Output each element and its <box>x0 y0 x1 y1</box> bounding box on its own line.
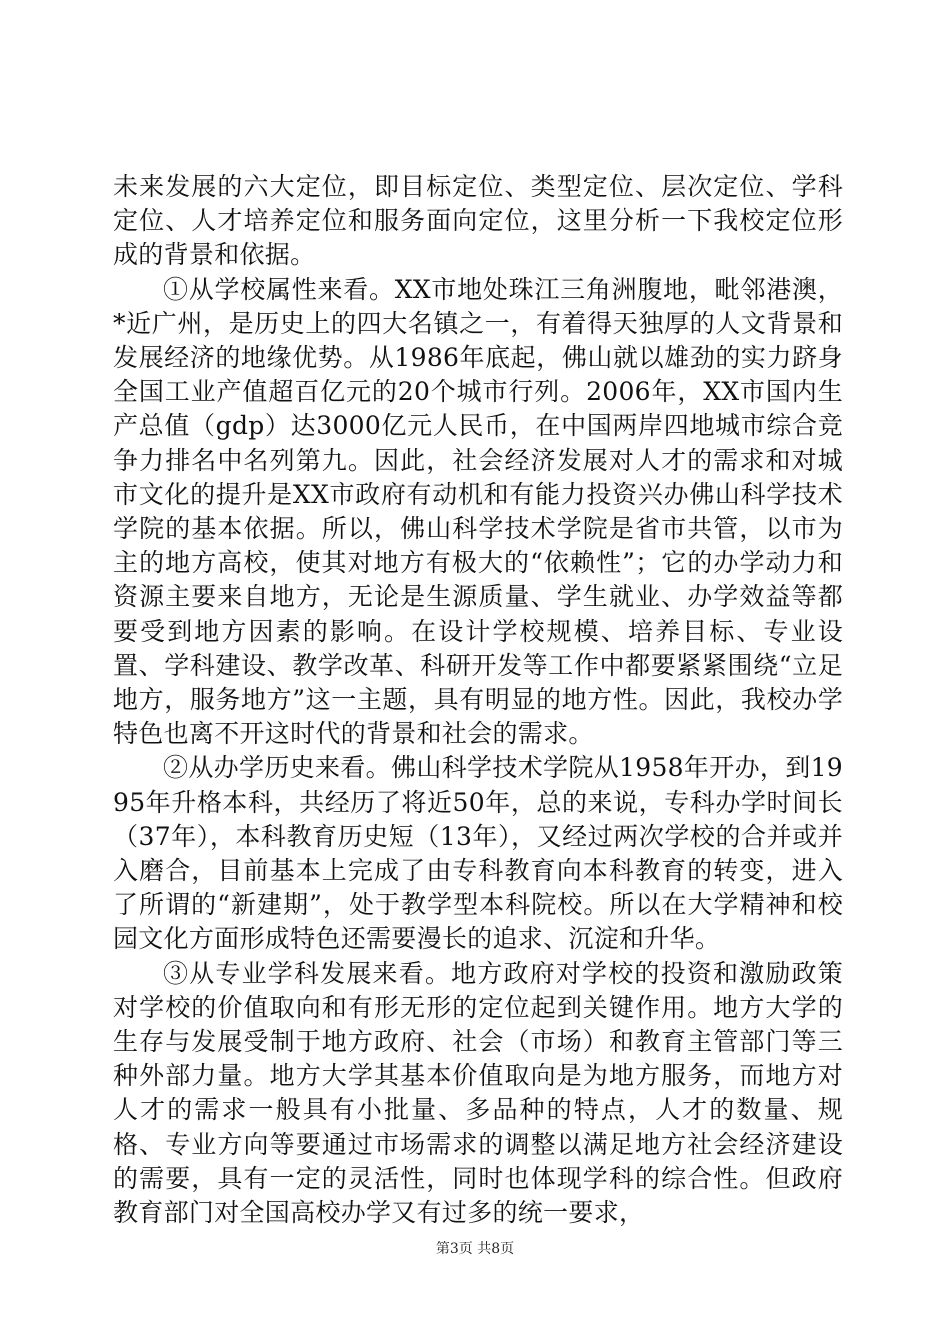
paragraph-school-history: ②从办学历史来看。佛山科学技术学院从1958年开办，到1995年升格本科，共经历了将近50年，总的来说，专科办学时间长（37年），本科教育历史短（13年），又经过两次学校的合并或并入磨合，目前基本上完成了由专科教育向本科教育的转变，进入了所谓的“新建期”，处于教学型本科院校。所以在大学精神和校园文化方面形成特色还需要漫长的追求、沉淀和升华。 <box>113 753 843 954</box>
page-footer: 第3页 共8页 <box>435 1241 515 1257</box>
paragraph-school-attributes: ①从学校属性来看。XX市地处珠江三角洲腹地，毗邻港澳，*近广州，是历史上的四大名镇之一，有着得天独厚的人文背景和发展经济的地缘优势。从1986年底起，佛山就以雄劲的实力跻身全国工业产值超百亿元的20个城市行列。2006年，XX市国内生产总值（gdp）达3000亿元人民币，在中国两岸四地城市综合竞争力排名中名列第九。因此，社会经济发展对人才的需求和对城市文化的提升是XX市政府有动机和有能力投资兴办佛山科学技术学院的基本依据。所以，佛山科学技术学院是省市共管，以市为主的地方高校，使其对地方有极大的“依赖性”；它的办学动力和资源主要来自地方，无论是生源质量、学生就业、办学效益等都要受到地方因素的影响。在设计学校规模、培养目标、专业设置、学科建设、教学改革、科研开发等工作中都要紧紧围绕“立足地方，服务地方”这一主题，具有明显的地方性。因此，我校办学特色也离不开这时代的背景和社会的需求。 <box>113 274 843 749</box>
paragraph-discipline-development: ③从专业学科发展来看。地方政府对学校的投资和激励政策对学校的价值取向和有形无形的定位起到关键作用。地方大学的生存与发展受制于地方政府、社会（市场）和教育主管部门等三种外部力量。地方大学其基本价值取向是为地方服务，而地方对人才的需求一般具有小批量、多品种的特点，人才的数量、规格、专业方向等要通过市场需求的调整以满足地方社会经济建设的需要，具有一定的灵活性，同时也体现学科的综合性。但政府教育部门对全国高校办学又有过多的统一要求， <box>113 958 843 1228</box>
paragraph-continuation: 未来发展的六大定位，即目标定位、类型定位、层次定位、学科定位、人才培养定位和服务面向定位，这里分析一下我校定位形成的背景和依据。 <box>113 172 843 270</box>
body-text <box>113 170 843 1230</box>
